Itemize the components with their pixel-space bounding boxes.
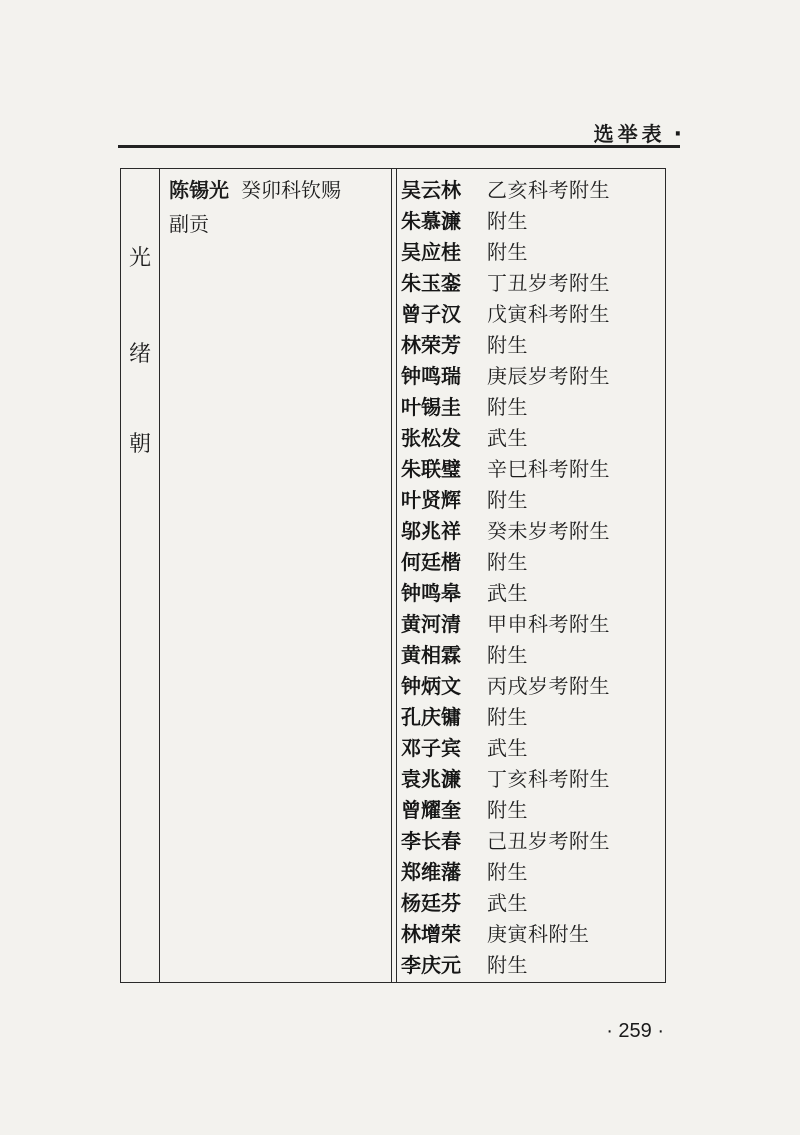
student-desc: 附生 bbox=[487, 550, 528, 574]
list-item bbox=[401, 266, 663, 297]
student-desc: 附生 bbox=[487, 643, 528, 667]
list-item bbox=[401, 514, 663, 545]
list-item bbox=[401, 731, 663, 762]
gong-entry bbox=[169, 173, 389, 207]
student-desc: 武生 bbox=[487, 891, 528, 915]
student-name: 朱玉銮 bbox=[401, 271, 461, 295]
student-desc: 附生 bbox=[487, 209, 528, 233]
list-item bbox=[401, 948, 663, 979]
list-item bbox=[401, 204, 663, 235]
student-name: 钟鸣皋 bbox=[401, 581, 461, 605]
student-name: 朱慕濂 bbox=[401, 209, 461, 233]
section-title: 选举表 bbox=[593, 122, 666, 146]
list-item bbox=[401, 855, 663, 886]
list-item bbox=[401, 607, 663, 638]
gong-entry-continued bbox=[169, 207, 389, 241]
student-name: 林荣芳 bbox=[401, 333, 461, 357]
era-column bbox=[121, 169, 159, 982]
student-desc: 武生 bbox=[487, 736, 528, 760]
column-divider-gong-left bbox=[391, 169, 392, 982]
student-name: 黄相霖 bbox=[401, 643, 461, 667]
student-desc: 武生 bbox=[487, 581, 528, 605]
student-name: 邓子宾 bbox=[401, 736, 461, 760]
student-name: 张松发 bbox=[401, 426, 461, 450]
student-name: 黄河清 bbox=[401, 612, 461, 636]
list-item bbox=[401, 669, 663, 700]
student-name: 郑维藩 bbox=[401, 860, 461, 884]
student-desc: 丁亥科考附生 bbox=[487, 767, 610, 791]
student-desc: 附生 bbox=[487, 953, 528, 977]
list-item bbox=[401, 576, 663, 607]
student-name: 朱联璧 bbox=[401, 457, 461, 481]
header-rule bbox=[118, 145, 680, 148]
student-desc: 附生 bbox=[487, 705, 528, 729]
gong-column bbox=[169, 173, 389, 241]
list-item bbox=[401, 886, 663, 917]
selection-table bbox=[120, 168, 666, 983]
student-desc: 附生 bbox=[487, 395, 528, 419]
student-name: 杨廷芬 bbox=[401, 891, 461, 915]
student-desc: 附生 bbox=[487, 240, 528, 264]
list-item bbox=[401, 359, 663, 390]
student-name: 李长春 bbox=[401, 829, 461, 853]
student-desc: 丙戌岁考附生 bbox=[487, 674, 610, 698]
era-char: 绪 bbox=[128, 342, 151, 367]
list-item bbox=[401, 917, 663, 948]
page-number: · 259 · bbox=[606, 1020, 664, 1042]
student-desc: 戊寅科考附生 bbox=[487, 302, 610, 326]
header-bullet: · bbox=[673, 122, 682, 147]
student-desc: 附生 bbox=[487, 488, 528, 512]
student-name: 钟炳文 bbox=[401, 674, 461, 698]
column-divider-gong-right bbox=[396, 169, 397, 982]
gong-name: 陈锡光 bbox=[169, 178, 229, 202]
column-divider-era bbox=[159, 169, 160, 982]
student-desc: 乙亥科考附生 bbox=[487, 178, 610, 202]
student-desc: 附生 bbox=[487, 860, 528, 884]
student-desc: 庚寅科附生 bbox=[487, 922, 590, 946]
student-name: 邬兆祥 bbox=[401, 519, 461, 543]
student-desc: 丁丑岁考附生 bbox=[487, 271, 610, 295]
student-desc: 甲申科考附生 bbox=[487, 612, 610, 636]
student-name: 钟鸣瑞 bbox=[401, 364, 461, 388]
student-desc: 庚辰岁考附生 bbox=[487, 364, 610, 388]
student-name: 孔庆镛 bbox=[401, 705, 461, 729]
student-name: 曾子汉 bbox=[401, 302, 461, 326]
list-item bbox=[401, 793, 663, 824]
student-desc: 癸未岁考附生 bbox=[487, 519, 610, 543]
gong-desc-continued: 副贡 bbox=[169, 212, 209, 236]
list-item bbox=[401, 297, 663, 328]
list-item bbox=[401, 545, 663, 576]
list-item bbox=[401, 173, 663, 204]
list-item bbox=[401, 421, 663, 452]
student-column bbox=[401, 173, 663, 979]
student-desc: 附生 bbox=[487, 798, 528, 822]
student-name: 李庆元 bbox=[401, 953, 461, 977]
list-item bbox=[401, 824, 663, 855]
student-name: 吴云林 bbox=[401, 178, 461, 202]
student-name: 何廷楷 bbox=[401, 550, 461, 574]
era-char: 光 bbox=[128, 246, 151, 271]
list-item bbox=[401, 390, 663, 421]
student-desc: 附生 bbox=[487, 333, 528, 357]
student-name: 吴应桂 bbox=[401, 240, 461, 264]
list-item bbox=[401, 328, 663, 359]
student-name: 叶贤辉 bbox=[401, 488, 461, 512]
student-name: 袁兆濂 bbox=[401, 767, 461, 791]
list-item bbox=[401, 452, 663, 483]
list-item bbox=[401, 762, 663, 793]
student-desc: 己丑岁考附生 bbox=[487, 829, 610, 853]
list-item bbox=[401, 638, 663, 669]
list-item bbox=[401, 483, 663, 514]
student-desc: 武生 bbox=[487, 426, 528, 450]
student-name: 叶锡圭 bbox=[401, 395, 461, 419]
student-name: 林增荣 bbox=[401, 922, 461, 946]
era-char: 朝 bbox=[128, 432, 151, 457]
gong-desc: 癸卯科钦赐 bbox=[241, 178, 341, 202]
list-item bbox=[401, 700, 663, 731]
running-head bbox=[594, 118, 682, 147]
student-name: 曾耀奎 bbox=[401, 798, 461, 822]
student-desc: 辛巳科考附生 bbox=[487, 457, 610, 481]
list-item bbox=[401, 235, 663, 266]
